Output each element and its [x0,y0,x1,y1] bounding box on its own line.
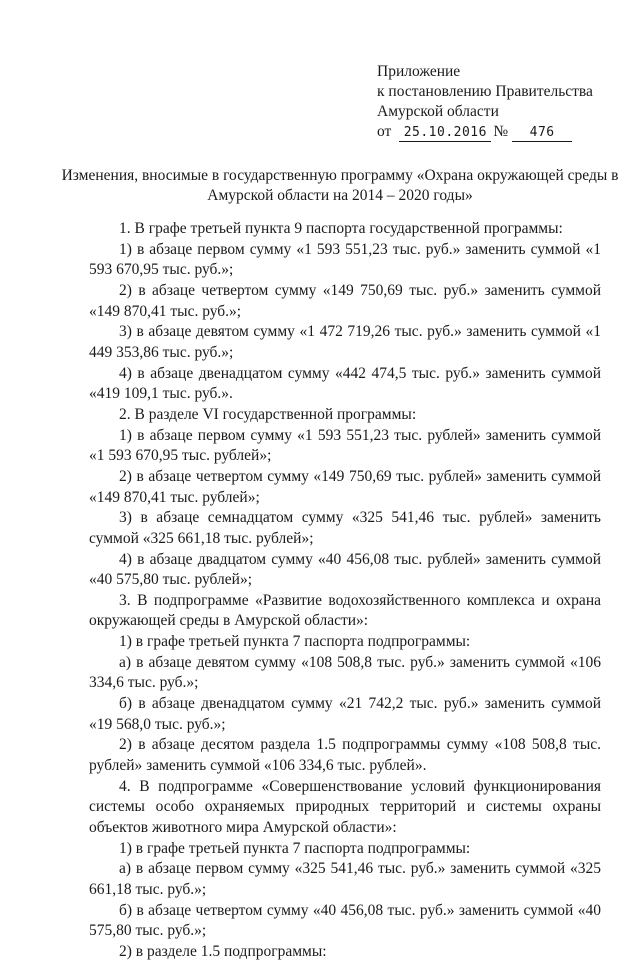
paragraph: 2. В разделе VI государственной программы: [119,405,417,423]
paragraph: 4) в абзаце двадцатом сумму «40 456,08 тыс. рублей» заменить суммой «40 575,80 тыс. рублей»; [89,550,601,589]
paragraph: а) в абзаце девятом сумму «108 508,8 тыс. руб.» заменить суммой «106 334,6 тыс. руб.»; [89,653,601,692]
date-from-label: от [377,123,392,140]
annex-title: Приложение [377,63,461,80]
paragraph: б) в абзаце двенадцатом сумму «21 742,2 тыс. руб.» заменить суммой «19 568,0 тыс. руб.»; [89,695,601,733]
paragraph: 4. В подпрограмме «Совершенствование условий функционирования системы особо охраняемых природных территорий и системы охраны объектов животного мира Амурской области»: [89,777,601,837]
paragraph: 1) в графе третьей пункта 7 паспорта подпрограммы: [119,839,471,857]
decree-date: 25.10.2016 [399,125,491,142]
paragraph: 1. В графе третьей пункта 9 паспорта государственной программы: [119,220,563,237]
annex-region-line: Амурской области [377,103,499,120]
paragraph: 4) в абзаце двенадцатом сумму «442 474,5 тыс. руб.» заменить суммой «419 109,1 тыс. руб.». [89,364,601,403]
paragraph: 2) в разделе 1.5 подпрограммы: [119,942,327,960]
paragraph: 3) в абзаце семнадцатом сумму «325 541,46 тыс. рублей» заменить суммой «325 661,18 тыс. рублей»; [89,509,601,547]
paragraph: 3. В подпрограмме «Развитие водохозяйственного комплекса и охрана окружающей среды в Амурской области»: [89,591,601,630]
document-title: Изменения, вносимые в государственную программу «Охрана окружающей среды в Амурской области на 2014 – 2020 годы» [61,167,619,204]
annex-header [377,62,593,142]
paragraph: 2) в абзаце четвертом сумму «149 750,69 тыс. руб.» заменить суммой «149 870,41 тыс. руб.»; [89,281,601,320]
number-label: № [493,123,509,140]
paragraph: 1) в графе третьей пункта 7 паспорта подпрограммы: [119,633,471,651]
document-body [89,219,601,963]
paragraph: а) в абзаце первом сумму «325 541,46 тыс. руб.» заменить суммой «325 661,18 тыс. руб.»; [89,860,601,898]
paragraph: 2) в абзаце десятом раздела 1.5 подпрограммы сумму «108 508,8 тыс. рублей» заменить суммой «106 334,6 тыс. рублей». [89,736,601,775]
paragraph: 1) в абзаце первом сумму «1 593 551,23 тыс. руб.» заменить суммой «1 593 670,95 тыс. руб.»; [89,240,601,279]
decree-number: 476 [512,125,572,142]
annex-decree-line: к постановлению Правительства [377,83,593,100]
annex-date-line [377,122,593,142]
paragraph: 3) в абзаце девятом сумму «1 472 719,26 тыс. руб.» заменить суммой «1 449 353,86 тыс. руб.»; [89,323,601,361]
paragraph: 1) в абзаце первом сумму «1 593 551,23 тыс. рублей» заменить суммой «1 593 670,95 тыс. рублей»; [89,426,601,465]
paragraph: 2) в абзаце четвертом сумму «149 750,69 тыс. рублей» заменить суммой «149 870,41 тыс. рублей»; [89,467,601,506]
paragraph: б) в абзаце четвертом сумму «40 456,08 тыс. руб.» заменить суммой «40 575,80 тыс. руб.»; [89,901,601,940]
